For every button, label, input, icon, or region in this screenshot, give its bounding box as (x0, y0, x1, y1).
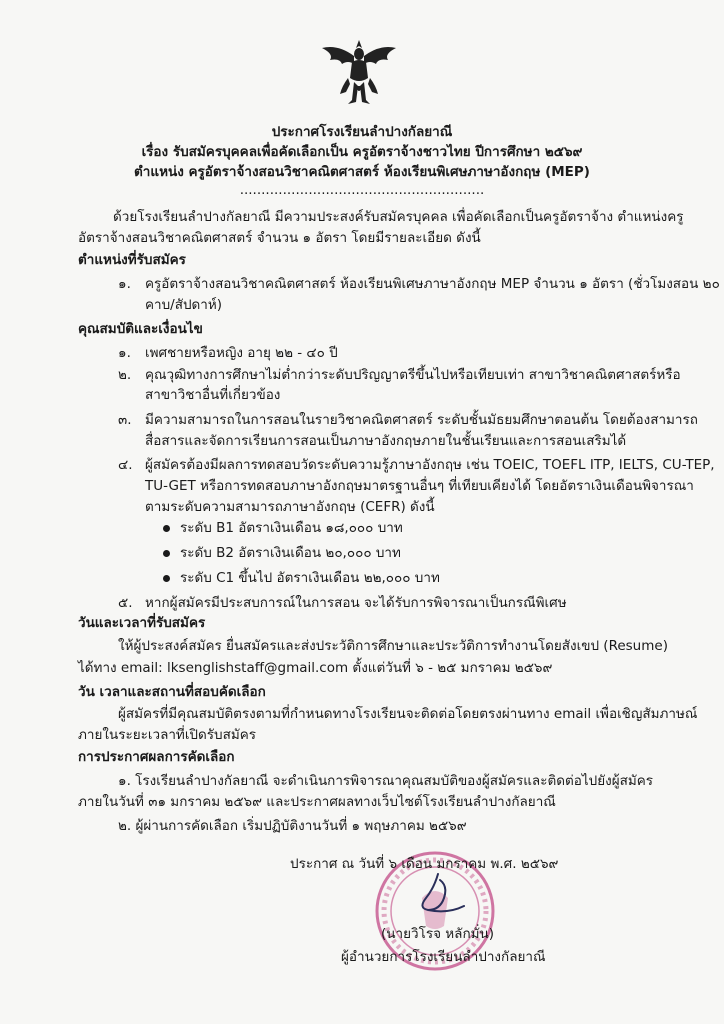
announcement-subject: เรื่อง รับสมัครบุคคลเพื่อคัดเลือกเป็น ครูอัตราจ้างชาวไทย ปีการศึกษา ๒๕๖๙ (141, 144, 583, 160)
list-item: ผู้สมัครต้องมีผลการทดสอบวัดระดับความรู้ภาษาอังกฤษ เช่น TOEIC, TOEFL ITP, IELTS, CU-TEP, (145, 457, 715, 473)
list-item: หากผู้สมัครมีประสบการณ์ในการสอน จะได้รับการพิจารณาเป็นกรณีพิเศษ (145, 595, 567, 611)
exam-line-2: ภายในระยะเวลาที่เปิดรับสมัคร (78, 727, 257, 743)
intro-line-1: ด้วยโรงเรียนลำปางกัลยาณี มีความประสงค์รับสมัครบุคคล เพื่อคัดเลือกเป็นครูอัตราจ้าง ตำแหน่งครู (113, 209, 684, 225)
bullet-icon (163, 550, 170, 557)
salary-bullet-b2: ระดับ B2 อัตราเงินเดือน ๒๐,๐๐๐ บาท (180, 545, 401, 561)
section-heading-qualifications: คุณสมบัติและเงื่อนไข (78, 321, 203, 337)
list-item: มีความสามารถในการสอนในรายวิชาคณิตศาสตร์ ระดับชั้นมัธยมศึกษาตอนต้น โดยต้องสามารถ (145, 412, 698, 428)
list-item-number: ๓. (118, 412, 132, 428)
application-line-2: ได้ทาง email: lksenglishstaff@gmail.com ตั้งแต่วันที่ ๖ - ๒๕ มกราคม ๒๕๖๙ (78, 660, 553, 676)
list-item-number: ๒. (118, 367, 132, 383)
list-item-continued: TU-GET หรือการทดสอบภาษาอังกฤษมาตรฐานอื่นๆ ที่เทียบเคียงได้ โดยอัตราเงินเดือนพิจารณา (145, 478, 694, 494)
bullet-icon (163, 525, 170, 532)
garuda-emblem-icon (318, 34, 400, 106)
announcement-org: ประกาศโรงเรียนลำปางกัลยาณี (271, 124, 453, 140)
signer-name: (นายวิโรจ หลักมั่น) (381, 926, 495, 942)
intro-line-2: อัตราจ้างสอนวิชาคณิตศาสตร์ จำนวน ๑ อัตรา โดยมีรายละเอียด ดังนี้ (78, 230, 481, 246)
list-item: คุณวุฒิทางการศึกษาไม่ต่ำกว่าระดับปริญญาตรีขึ้นไปหรือเทียบเท่า สาขาวิชาคณิตศาสตร์หรือ (145, 367, 681, 383)
list-item-continued: สาขาวิชาอื่นที่เกี่ยวข้อง (145, 387, 281, 403)
list-item-continued: สื่อสารและจัดการเรียนการสอนเป็นภาษาอังกฤษภายในชั้นเรียนและการสอนเสริมได้ (145, 433, 627, 449)
list-item-number: ๑. (118, 345, 131, 361)
divider: ......................................................... (239, 182, 485, 198)
salary-bullet-c1: ระดับ C1 ขึ้นไป อัตราเงินเดือน ๒๒,๐๐๐ บาท (180, 570, 440, 586)
bullet-icon (163, 575, 170, 582)
list-item: ครูอัตราจ้างสอนวิชาคณิตศาสตร์ ห้องเรียนพิเศษภาษาอังกฤษ MEP จำนวน ๑ อัตรา (ชั่วโมงสอน ๒๐ (145, 276, 720, 292)
results-line-2: ภายในวันที่ ๓๑ มกราคม ๒๕๖๙ และประกาศผลทางเว็บไซต์โรงเรียนลำปางกัลยาณี (78, 794, 556, 810)
list-item-number: ๕. (118, 595, 133, 611)
salary-bullet-b1: ระดับ B1 อัตราเงินเดือน ๑๘,๐๐๐ บาท (180, 520, 403, 536)
signature-icon (408, 868, 468, 918)
results-line-1: ๑. โรงเรียนลำปางกัลยาณี จะดำเนินการพิจารณาคุณสมบัติของผู้สมัครและติดต่อไปยังผู้สมัคร (118, 773, 654, 789)
section-heading-exam: วัน เวลาและสถานที่สอบคัดเลือก (78, 684, 266, 700)
results-line-3: ๒. ผู้ผ่านการคัดเลือก เริ่มปฏิบัติงานวันที่ ๑ พฤษภาคม ๒๕๖๙ (118, 818, 467, 834)
list-item-continued: คาบ/สัปดาห์) (145, 297, 223, 313)
section-heading-results: การประกาศผลการคัดเลือก (78, 749, 235, 765)
section-heading-application-period: วันและเวลาที่รับสมัคร (78, 615, 206, 631)
list-item-number: ๔. (118, 457, 133, 473)
list-item-continued: ตามระดับความสามารถภาษาอังกฤษ (CEFR) ดังนี้ (145, 499, 435, 515)
application-line-1: ให้ผู้ประสงค์สมัคร ยื่นสมัครและส่งประวัติการศึกษาและประวัติการทำงานโดยสังเขป (Resume) (118, 638, 668, 654)
announcement-position: ตำแหน่ง ครูอัตราจ้างสอนวิชาคณิตศาสตร์ ห้องเรียนพิเศษภาษาอังกฤษ (MEP) (134, 164, 590, 180)
list-item-number: ๑. (118, 276, 131, 292)
announcement-date: ประกาศ ณ วันที่ ๖ เดือน มกราคม พ.ศ. ๒๕๖๙ (290, 856, 559, 872)
section-heading-positions: ตำแหน่งที่รับสมัคร (78, 252, 186, 268)
list-item: เพศชายหรือหญิง อายุ ๒๒ - ๔๐ ปี (145, 345, 338, 361)
exam-line-1: ผู้สมัครที่มีคุณสมบัติตรงตามที่กำหนดทางโรงเรียนจะติดต่อโดยตรงผ่านทาง email เพื่อเชิญสัมภาษณ์ (118, 706, 698, 722)
signer-title: ผู้อำนวยการโรงเรียนลำปางกัลยาณี (341, 949, 546, 965)
